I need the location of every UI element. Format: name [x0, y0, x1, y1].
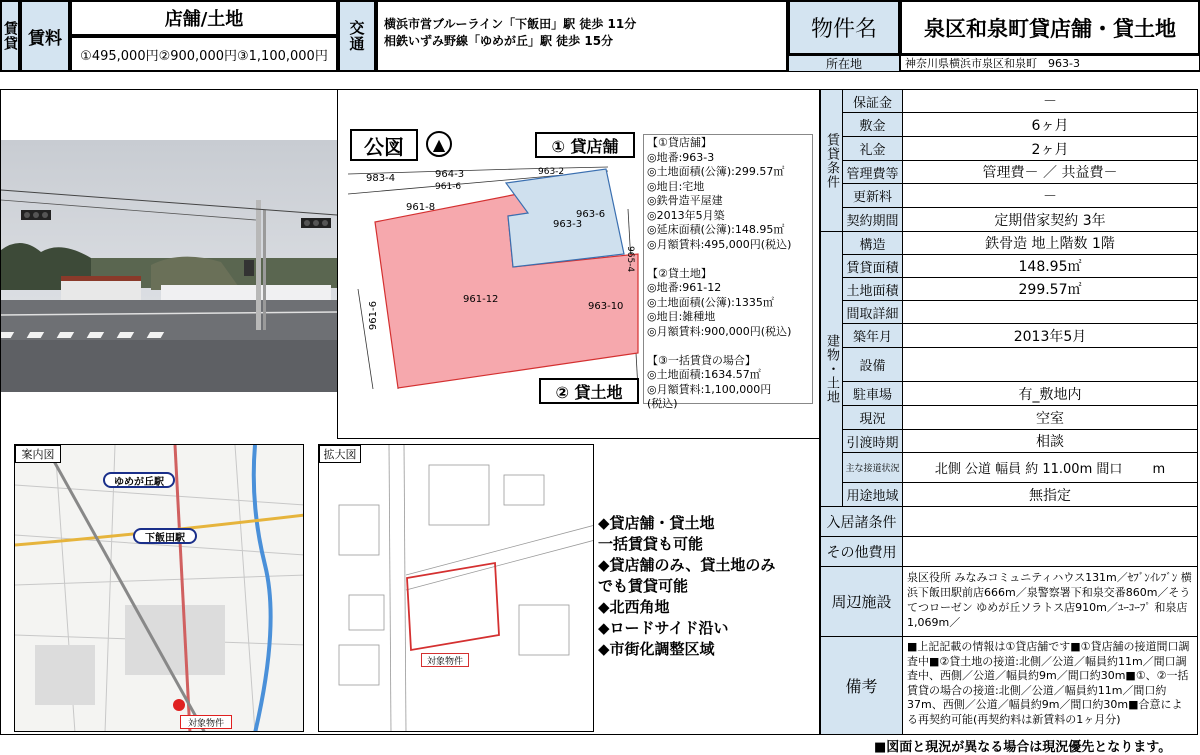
- access-box: [376, 0, 788, 72]
- parcel-label: 963-6: [576, 209, 606, 220]
- property-type: 店舗/土地: [70, 0, 338, 36]
- condition-row: [843, 184, 1197, 208]
- condition-row: [843, 137, 1197, 161]
- biko-value: ■上記記載の情報は①貸店舗です■①貸店舗の接道間口調査中■②貸土地の接道:北側／公道／幅員約11m／間口調査中、西側／公道／幅員約9m／間口約30m■①、②一括賃貸の場合の接道:北側／公道／幅員約11m／間口約37m、西側／公道／幅員約9m／間口約30m■合意による再契約可能(再契約料は新賃料の1ヶ月分): [907, 640, 1190, 726]
- building-row: [843, 430, 1197, 453]
- address: 神奈川県横浜市泉区和泉町 963-3: [900, 55, 1200, 72]
- building-label: 駐車場: [843, 382, 903, 405]
- building-row: [843, 348, 1197, 382]
- building-label: 構造: [843, 232, 903, 254]
- property-name-label: 物件名: [788, 0, 900, 55]
- building-label: 現況: [843, 406, 903, 429]
- building-label: 設備: [843, 348, 903, 381]
- building-value: 鉄骨造 地上階数 1階: [985, 236, 1115, 252]
- biko-row: [821, 637, 1197, 734]
- cadastral-map: [337, 89, 820, 439]
- rent-label: 賃料: [20, 0, 70, 72]
- building-label: 引渡時期: [843, 430, 903, 452]
- parcel-label: 961-6: [368, 301, 379, 331]
- condition-row: [843, 161, 1197, 184]
- sonota-value: [903, 537, 1197, 566]
- conditions-section-label: 賃貸条件: [821, 90, 843, 232]
- bullet-line: ◆貸店舗・貸土地: [598, 514, 715, 532]
- property-photo: [1, 140, 337, 392]
- guide-map-drawing: [15, 445, 304, 732]
- building-label: 用途地域: [843, 483, 903, 506]
- north-arrow-icon: ▲: [426, 131, 452, 157]
- condition-value: 定期借家契約 3年: [994, 212, 1106, 229]
- sonota-row: [821, 537, 1197, 567]
- right-panel: [820, 89, 1198, 735]
- building-value: 有_敷地内: [1018, 386, 1082, 403]
- condition-value: 2ヶ月: [1031, 141, 1069, 158]
- condition-value: －: [1043, 94, 1057, 110]
- condition-value: 6ヶ月: [1031, 117, 1069, 134]
- condition-label: 礼金: [843, 137, 903, 160]
- target-marker-icon: [173, 699, 185, 711]
- building-label: 主な接道状況: [843, 453, 903, 482]
- station-shimoiida: 下飯田駅: [133, 528, 197, 544]
- building-label: 賃貸面積: [843, 255, 903, 277]
- guide-map-label: 案内図: [15, 445, 61, 463]
- building-label: 間取詳細: [843, 301, 903, 323]
- building-value: 相談: [1036, 434, 1064, 450]
- parcel-label: 965-4: [625, 246, 635, 273]
- biko-label: 備考: [821, 637, 903, 734]
- building-label: 土地面積: [843, 278, 903, 300]
- koz-title: 公図: [350, 129, 418, 161]
- access-label: 交通: [338, 0, 376, 72]
- condition-label: 契約期間: [843, 208, 903, 231]
- access-line-1: 横浜市営ブルーライン「下飯田」駅 徒歩 11分: [384, 17, 637, 31]
- condition-row: [843, 113, 1197, 137]
- sonota-label: その他費用: [821, 537, 903, 566]
- condition-label: 保証金: [843, 90, 903, 112]
- parcel-label: 963-3: [553, 219, 583, 230]
- building-section-label: 建物・土地: [821, 232, 843, 507]
- building-row: [843, 278, 1197, 301]
- building-row: [843, 301, 1197, 324]
- guide-map: [14, 444, 304, 732]
- enlarged-map: [318, 444, 594, 732]
- shuhen-value: 泉区役所 みなみコミュニティハウス131m／ｾﾌﾞﾝｲﾚﾌﾞﾝ 横浜下飯田駅前店666m／泉警察署下和泉交番860m／そうてつローゼン ゆめが丘ソラトス店910m／ﾕｰｺｰﾌﾟ 和泉店1,069m／: [907, 571, 1192, 629]
- condition-value: 管理費－ ／ 共益費－: [982, 165, 1118, 181]
- condition-value: －: [1043, 188, 1057, 205]
- condition-row: [843, 90, 1197, 113]
- label-land: ② 貸土地: [539, 378, 639, 404]
- parcel-label: 963-2: [538, 167, 565, 177]
- building-row: [843, 382, 1197, 406]
- parcel-label: 964-3: [435, 169, 465, 180]
- building-value: [903, 348, 1197, 381]
- target-label-2: 対象物件: [421, 653, 469, 667]
- building-row: [843, 483, 1197, 507]
- parcel-label: 961-8: [406, 202, 436, 213]
- enlarged-map-label: 拡大図: [319, 445, 361, 463]
- street-photo-image: [1, 140, 337, 392]
- building-value: 148.95㎡: [1018, 259, 1082, 275]
- feature-bullets: [598, 513, 818, 660]
- target-label-1: 対象物件: [180, 715, 232, 729]
- bullet-line: ◆北西角地: [598, 598, 670, 616]
- station-yumegaoka: ゆめが丘駅: [103, 472, 175, 488]
- nyukyo-row: [821, 507, 1197, 537]
- header: [0, 0, 1200, 72]
- building-value: 空室: [1036, 410, 1064, 427]
- nyukyo-label: 入居諸条件: [821, 507, 903, 536]
- koz-info: 【①貸店舗】 ◎地番:963-3 ◎土地面積(公簿):299.57㎡ ◎地目:宅地 ◎鉄骨造平屋建 ◎2013年5月築 ◎延床面積(公簿):148.95㎡ ◎月額賃料:495,000円(税込) 【②貸土地】 ◎地番:961-12 ◎土地面積(公簿):1335㎡ ◎地目:雑種地 ◎月額賃料:900,000円(税込) 【③一括賃貸の場合】 ◎土地面積:1634.57㎡ ◎月額賃料:1,100,000円 (税込): [643, 134, 813, 404]
- rent-values: ①495,000円②900,000円③1,100,000円: [70, 36, 338, 72]
- building-row: [843, 232, 1197, 255]
- bullet-line: ◆貸店舗のみ、貸土地のみ: [598, 556, 776, 574]
- condition-label: 管理費等: [843, 161, 903, 183]
- shuhen-label: 周辺施設: [821, 567, 903, 636]
- chintai-badge: 賃貸: [0, 0, 20, 72]
- building-value: [903, 301, 1197, 323]
- bullet-line: ◆市街化調整区域: [598, 640, 715, 658]
- building-row: [843, 324, 1197, 348]
- bullet-line: ◆ロードサイド沿い: [598, 619, 729, 637]
- shuhen-row: [821, 567, 1197, 637]
- parcel-label: 961-12: [463, 294, 499, 305]
- parcel-label: 963-10: [588, 301, 624, 312]
- parcel-label: 983-4: [366, 173, 396, 184]
- access-line-2: 相鉄いずみ野線「ゆめが丘」駅 徒歩 15分: [384, 34, 614, 48]
- label-shop: ① 貸店舗: [535, 132, 635, 158]
- parcel-label: 961-6: [435, 182, 462, 192]
- address-label: 所在地: [788, 55, 900, 72]
- building-label: 築年月: [843, 324, 903, 347]
- building-table: [843, 232, 1197, 507]
- condition-label: 敷金: [843, 113, 903, 136]
- building-value: 299.57㎡: [1018, 282, 1082, 298]
- property-name: 泉区和泉町貸店舗・貸土地: [900, 0, 1200, 55]
- building-row: [843, 453, 1197, 483]
- enlarged-map-drawing: [319, 445, 594, 732]
- building-value: 無指定: [1029, 487, 1071, 504]
- condition-row: [843, 208, 1197, 232]
- footer-note: ■図面と現況が異なる場合は現況優先となります。: [874, 740, 1172, 755]
- nyukyo-value: [903, 507, 1197, 536]
- conditions-table: [843, 90, 1197, 232]
- bullet-line: 一括賃貸も可能: [598, 535, 704, 553]
- building-row: [843, 255, 1197, 278]
- building-value: 北側 公道 幅員 約 11.00m 間口 m: [934, 462, 1166, 477]
- bullet-line: でも賃貸可能: [598, 577, 689, 595]
- building-value: 2013年5月: [1013, 328, 1087, 345]
- condition-label: 更新料: [843, 184, 903, 207]
- building-row: [843, 406, 1197, 430]
